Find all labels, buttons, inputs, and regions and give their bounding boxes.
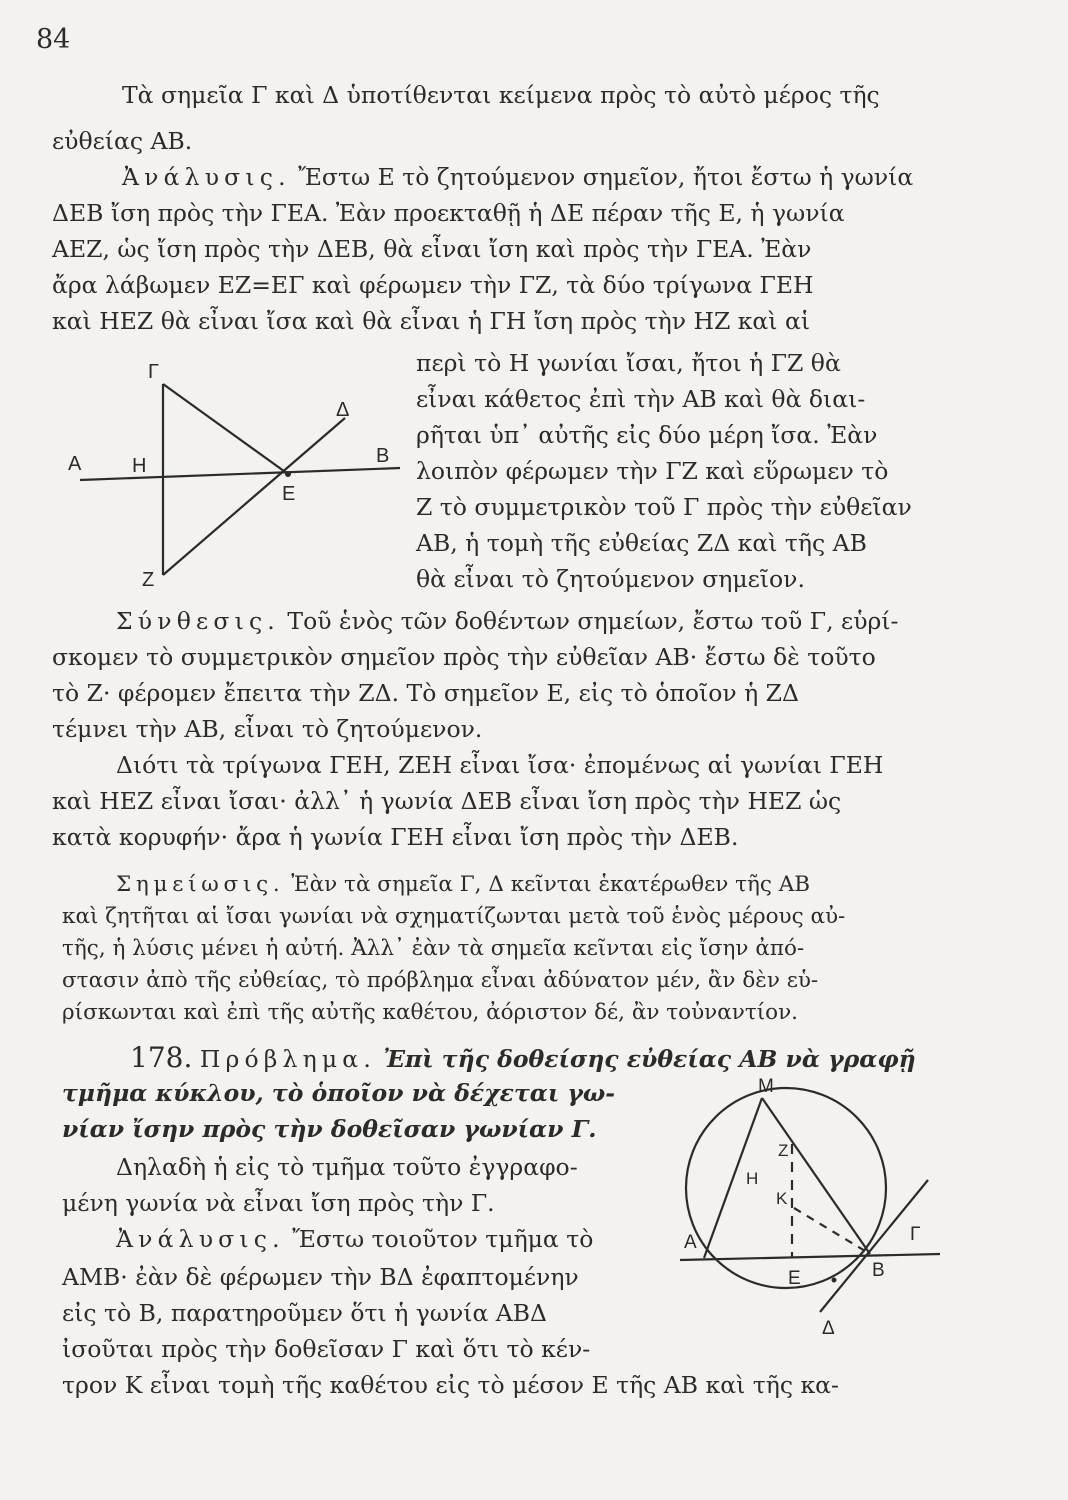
note-paragraph — [116, 874, 810, 896]
label-alpha: Α — [68, 453, 82, 475]
point-E — [285, 471, 291, 477]
label-alpha: Α — [684, 1232, 697, 1253]
line-AB — [80, 468, 400, 480]
line-GE — [163, 384, 288, 474]
text-line: λοιπὸν φέρωμεν τὴν ΓΖ καὶ εὕρωμεν τὸ — [416, 457, 889, 485]
label-delta: Δ — [822, 1318, 835, 1339]
line-MB — [762, 1098, 870, 1254]
text-line: Τὰ σημεῖα Γ καὶ Δ ὑποτίθενται κείμενα πρὸς τὸ αὐτὸ μέρος τῆς — [122, 81, 880, 109]
label-beta: Β — [872, 1260, 885, 1281]
label-epsilon: Ε — [282, 483, 296, 505]
text-line: τέμνει τὴν ΑΒ, εἶναι τὸ ζητούμενον. — [52, 715, 483, 743]
text-line: καὶ ΗΕΖ θὰ εἶναι ἴσα καὶ θὰ εἶναι ἡ ΓΗ ἴση πρὸς τὴν ΗΖ καὶ αἱ — [52, 307, 811, 335]
text-line: ρίσκωνται καὶ ἐπὶ τῆς αὐτῆς καθέτου, ἀόριστον δέ, ἂν τοὐναντίον. — [62, 1000, 798, 1025]
text-line: μένη γωνία νὰ εἶναι ἴση πρὸς τὴν Γ. — [62, 1189, 495, 1217]
text-line: καὶ ζητῆται αἱ ἴσαι γωνίαι νὰ σχηματίζωνται μετὰ τοῦ ἑνὸς μέρους αὐ- — [62, 904, 846, 929]
text-line: εἶναι κάθετος ἐπὶ τὴν ΑΒ καὶ θὰ διαι- — [416, 385, 866, 413]
analysis-paragraph — [122, 163, 914, 191]
problem-statement: Ἐπὶ τῆς δοθείσης εὐθείας ΑΒ νὰ γραφῇ — [383, 1045, 916, 1073]
analysis-label: Ἀνάλυσις. — [116, 1225, 285, 1253]
label-epsilon: Ε — [788, 1268, 801, 1289]
text-line: ΑΒ, ἡ τομὴ τῆς εὐθείας ΖΔ καὶ τῆς ΑΒ — [416, 529, 867, 557]
radius-KB — [794, 1208, 870, 1254]
label-delta: Δ — [336, 399, 350, 421]
label-zeta: Ζ — [778, 1141, 789, 1160]
text-line: ἄρα λάβωμεν ΕΖ=ΕΓ καὶ φέρωμεν τὴν ΓΖ, τὰ δύο τρίγωνα ΓΕΗ — [52, 271, 814, 299]
text-line: Ἔστω τοιοῦτον τμῆμα τὸ — [292, 1225, 594, 1253]
text-line: Ζ τὸ συμμετρικὸν τοῦ Γ πρὸς τὴν εὐθεῖαν — [416, 493, 912, 521]
synthesis-label: Σύνθεσις. — [116, 607, 280, 635]
analysis-label: Ἀνάλυσις. — [122, 163, 291, 191]
text-line: Ἔστω Ε τὸ ζητούμενον σημεῖον, ἤτοι ἔστω ἡ γωνία — [298, 163, 914, 191]
label-beta: Β — [376, 445, 390, 467]
figure-perpendicular-reflection — [60, 350, 410, 600]
text-line: σκομεν τὸ συμμετρικὸν σημεῖον πρὸς τὴν εὐθεῖαν ΑΒ· ἔστω δὲ τοῦτο — [52, 643, 876, 671]
text-line: ΑΕΖ, ὡς ἴση πρὸς τὴν ΔΕΒ, θὰ εἶναι ἴση καὶ πρὸς τὴν ΓΕΑ. Ἐὰν — [52, 235, 812, 263]
text-line: Ἐὰν τὰ σημεῖα Γ, Δ κεῖνται ἑκατέρωθεν τῆς ΑΒ — [291, 872, 811, 897]
text-line: ΔΕΒ ἴση πρὸς τὴν ΓΕΑ. Ἐὰν προεκταθῇ ἡ ΔΕ πέραν τῆς Ε, ἡ γωνία — [52, 199, 845, 227]
problem-number: 178. — [130, 1041, 193, 1074]
text-line: Δηλαδὴ ἡ εἰς τὸ τμῆμα τοῦτο ἐγγραφο- — [116, 1153, 578, 1181]
text-line: εὐθείας ΑΒ. — [52, 127, 193, 155]
label-zeta: Ζ — [142, 569, 155, 591]
text-line: Διότι τὰ τρίγωνα ΓΕΗ, ΖΕΗ εἶναι ἴσα· ἐπομένως αἱ γωνίαι ΓΕΗ — [116, 751, 884, 779]
text-line: Τοῦ ἑνὸς τῶν δοθέντων σημείων, ἔστω τοῦ Γ, εὑρί- — [287, 607, 899, 635]
figure-circle-segment — [670, 1070, 960, 1370]
text-line: τῆς, ἡ λύσις μένει ἡ αὐτή. Ἀλλ᾽ ἐὰν τὰ σημεῖα κεῖνται εἰς ἴσην ἀπό- — [62, 936, 805, 961]
text-line: τρον Κ εἶναι τομὴ τῆς καθέτου εἰς τὸ μέσον Ε τῆς ΑΒ καὶ τῆς κα- — [62, 1371, 839, 1399]
text-line: εἰς τὸ Β, παρατηροῦμεν ὅτι ἡ γωνία ΑΒΔ — [62, 1299, 548, 1327]
text-line: κατὰ κορυφήν· ἄρα ἡ γωνία ΓΕΗ εἶναι ἴση πρὸς τὴν ΔΕΒ. — [52, 823, 739, 851]
text-line: τὸ Ζ· φέρομεν ἔπειτα τὴν ΖΔ. Τὸ σημεῖον Ε, εἰς τὸ ὁποῖον ἡ ΖΔ — [52, 679, 799, 707]
text-line: θὰ εἶναι τὸ ζητούμενον σημεῖον. — [416, 565, 805, 593]
line-ZD — [163, 418, 345, 575]
problem-statement: νίαν ἴσην πρὸς τὴν δοθεῖσαν γωνίαν Γ. — [62, 1115, 597, 1143]
label-kappa: Κ — [776, 1189, 788, 1208]
label-gamma: Γ — [910, 1224, 921, 1245]
problem-statement: τμῆμα κύκλου, τὸ ὁποῖον νὰ δέχεται γω- — [62, 1079, 616, 1107]
problem-label: Πρόβλημα. — [199, 1045, 376, 1073]
synthesis-paragraph — [116, 607, 899, 635]
note-label: Σημείωσις. — [116, 872, 285, 897]
label-eta: Η — [746, 1169, 759, 1188]
angle-mark — [832, 1278, 837, 1283]
text-line: στασιν ἀπὸ τῆς εὐθείας, τὸ πρόβλημα εἶναι ἀδύνατον μέν, ἂν δὲν εὑ- — [62, 968, 819, 993]
text-line: περὶ τὸ Η γωνίαι ἴσαι, ἤτοι ἡ ΓΖ θὰ — [416, 349, 841, 377]
text-line: ρῆται ὑπ᾽ αὐτῆς εἰς δύο μέρη ἴσα. Ἐὰν — [416, 421, 878, 449]
label-gamma: Γ — [148, 361, 160, 383]
line-AB — [680, 1254, 940, 1260]
analysis2-paragraph — [116, 1225, 594, 1253]
text-line: καὶ ΗΕΖ εἶναι ἴσαι· ἀλλ᾽ ἡ γωνία ΔΕΒ εἶναι ἴση πρὸς τὴν ΗΕΖ ὡς — [52, 787, 842, 815]
label-mu: Μ — [758, 1076, 774, 1097]
label-eta: Η — [132, 455, 147, 477]
text-line: ἰσοῦται πρὸς τὴν δοθεῖσαν Γ καὶ ὅτι τὸ κέν- — [62, 1335, 591, 1363]
page-number: 84 — [36, 24, 71, 55]
problem-heading — [130, 1041, 916, 1074]
text-line: ΑΜΒ· ἐὰν δὲ φέρωμεν τὴν ΒΔ ἐφαπτομένην — [62, 1263, 579, 1291]
line-tangent-BD — [820, 1180, 928, 1312]
